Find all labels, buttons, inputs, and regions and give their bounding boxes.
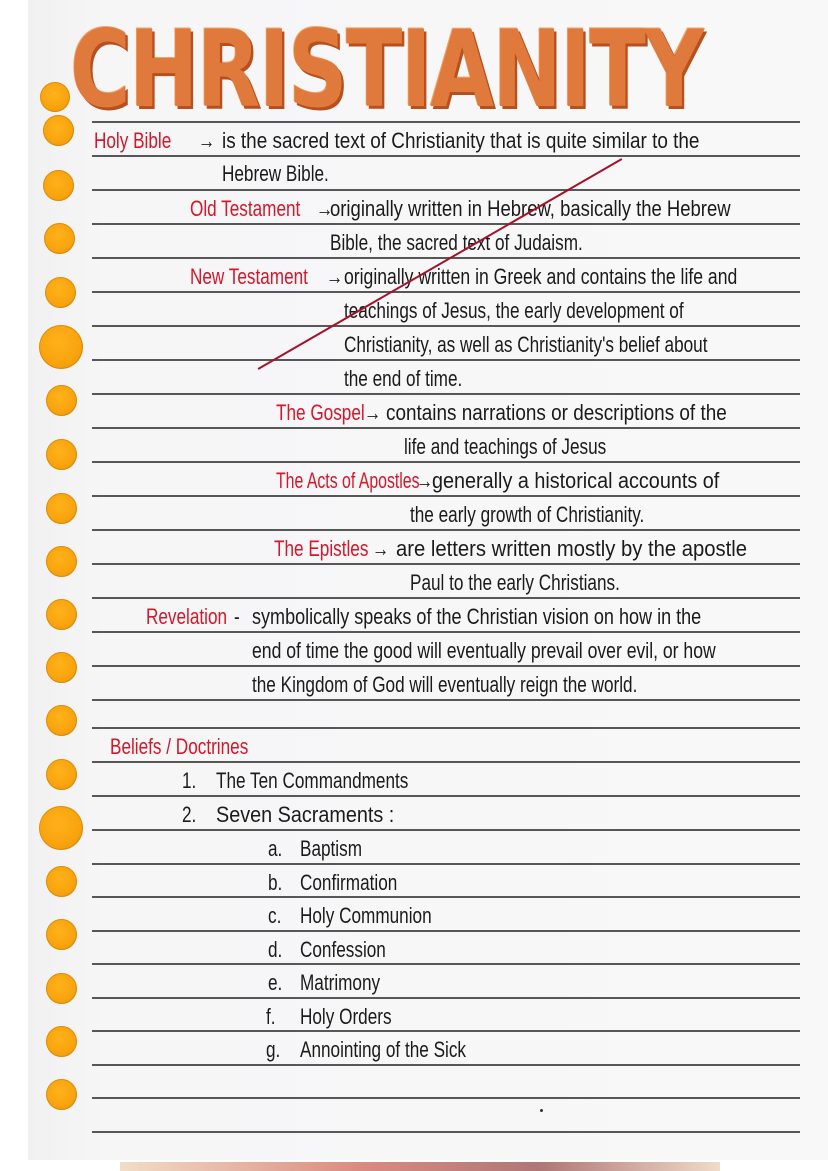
underlying-page-edge (120, 1162, 720, 1171)
sacrament-item: Confirmation (300, 870, 398, 895)
binder-hole (39, 325, 83, 369)
list-marker: d. (268, 937, 283, 962)
definition-line: contains narrations or descriptions of the (386, 400, 727, 425)
ink-speck (540, 1109, 543, 1112)
binder-hole (39, 806, 83, 850)
definition-line: is the sacred text of Christianity that is quite similar to the (222, 128, 700, 153)
term-old-testament: Old Testament (190, 196, 301, 221)
definition-line: the end of time. (344, 366, 463, 391)
binder-hole (44, 223, 75, 254)
rule-line (92, 699, 800, 701)
rule-line (92, 291, 800, 293)
list-marker: b. (268, 870, 283, 895)
term-new-testament: New Testament (190, 264, 308, 289)
rule-line (92, 529, 800, 531)
binder-hole (43, 170, 74, 201)
list-item: The Ten Commandments (216, 768, 409, 793)
binder-hole (46, 599, 77, 630)
rule-line (92, 393, 800, 395)
rule-line (92, 155, 800, 157)
sacrament-item: Holy Orders (300, 1004, 392, 1029)
arrow-icon: → (198, 128, 216, 153)
binder-hole (46, 1026, 77, 1057)
term-revelation: Revelation (146, 604, 228, 629)
rule-line (92, 597, 800, 599)
term-acts-of-apostles: The Acts of Apostles (276, 468, 420, 493)
rule-line (92, 563, 800, 565)
rule-line (92, 1030, 800, 1032)
binder-hole (46, 439, 77, 470)
rule-line (92, 325, 800, 327)
sacrament-item: Annointing of the Sick (300, 1037, 466, 1062)
list-marker: c. (268, 903, 282, 928)
binder-hole (45, 277, 76, 308)
list-marker: g. (266, 1037, 281, 1062)
term-holy-bible: Holy Bible (94, 128, 172, 153)
list-marker: a. (268, 836, 283, 861)
arrow-icon: → (416, 468, 434, 493)
rule-line (92, 997, 800, 999)
binder-hole (46, 919, 77, 950)
definition-line: end of time the good will eventually prevail over evil, or how (252, 638, 716, 663)
binder-hole (40, 82, 70, 112)
rule-line (92, 631, 800, 633)
rule-line (92, 461, 800, 463)
list-marker: f. (266, 1004, 276, 1029)
definition-line: life and teachings of Jesus (404, 434, 607, 459)
binder-hole (46, 493, 77, 524)
definition-line: symbolically speaks of the Christian vision on how in the (252, 604, 702, 629)
rule-line (92, 761, 800, 763)
list-item: Seven Sacraments : (216, 802, 395, 827)
rule-line (92, 223, 800, 225)
list-marker: e. (268, 970, 283, 995)
definition-line: teachings of Jesus, the early development of (344, 298, 684, 323)
beliefs-heading: Beliefs / Doctrines (110, 734, 249, 759)
definition-line: Christianity, as well as Christianity's belief about (344, 332, 708, 357)
rule-line (92, 495, 800, 497)
sacrament-item: Confession (300, 937, 386, 962)
definition-line: are letters written mostly by the apostle (396, 536, 747, 561)
binder-hole (46, 866, 77, 897)
term-gospel: The Gospel (276, 400, 365, 425)
rule-line (92, 1097, 800, 1099)
rule-line (92, 189, 800, 191)
sacrament-item: Matrimony (300, 970, 381, 995)
sacrament-item: Holy Communion (300, 903, 432, 928)
list-marker: 1. (182, 768, 197, 793)
rule-line (92, 665, 800, 667)
definition-line: Paul to the early Christians. (410, 570, 620, 595)
binder-hole (46, 385, 77, 416)
definition-line: generally a historical accounts of (432, 468, 720, 493)
sacrament-item: Baptism (300, 836, 362, 861)
arrow-icon: → (372, 536, 390, 561)
definition-line: originally written in Greek and contains the life and (344, 264, 738, 289)
definition-line: the early growth of Christianity. (410, 502, 645, 527)
rule-line (92, 963, 800, 965)
binder-hole (46, 759, 77, 790)
definition-line: originally written in Hebrew, basically the Hebrew (330, 196, 731, 221)
rule-line (92, 727, 800, 729)
definition-line: the Kingdom of God will eventually reign the world. (252, 672, 638, 697)
rule-line (92, 1064, 800, 1066)
page-title: CHRISTIANITY (70, 8, 703, 131)
term-epistles: The Epistles (274, 536, 369, 561)
rule-line (92, 896, 800, 898)
definition-line: Bible, the sacred text of Judaism. (330, 230, 583, 255)
rule-line (92, 427, 800, 429)
arrow-icon: → (364, 400, 382, 425)
binder-hole (46, 705, 77, 736)
arrow-icon: → (326, 264, 344, 289)
binder-hole (46, 1079, 77, 1110)
rule-line (92, 1131, 800, 1133)
binder-hole (46, 973, 77, 1004)
list-marker: 2. (182, 802, 197, 827)
rule-line (92, 829, 800, 831)
rule-line (92, 930, 800, 932)
rule-line (92, 359, 800, 361)
binder-hole (46, 652, 77, 683)
definition-line: Hebrew Bible. (222, 161, 329, 186)
rule-line (92, 795, 800, 797)
dash: - (234, 604, 240, 629)
arrow-icon: → (316, 196, 334, 221)
binder-hole (46, 546, 77, 577)
rule-line (92, 863, 800, 865)
